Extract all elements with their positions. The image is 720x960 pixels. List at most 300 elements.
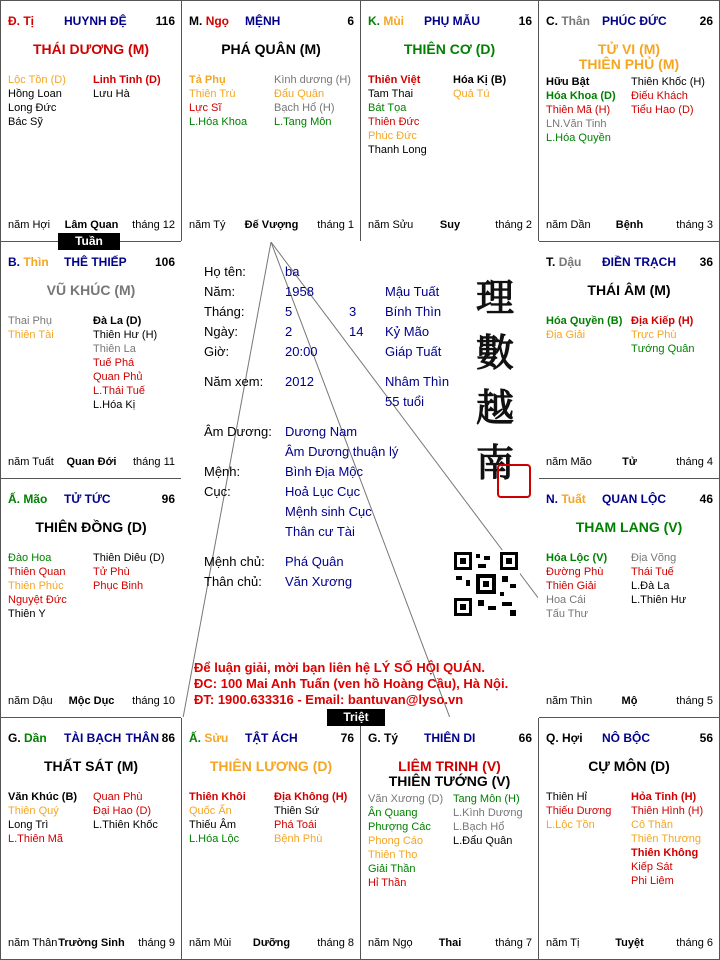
minor-star: Thiên Quan	[8, 566, 66, 578]
view-year-value: 2012	[285, 374, 314, 389]
minor-star: Thiên Việt	[368, 74, 421, 86]
minor-stars-right	[631, 75, 705, 117]
minor-star: Cô Thần	[631, 819, 673, 831]
palace-year: năm Mùi	[189, 937, 232, 949]
minor-stars-left	[8, 314, 54, 342]
palace-header	[368, 731, 532, 747]
palace-header	[8, 492, 175, 508]
month-lunar: 3	[349, 304, 357, 319]
minor-star: Thiên Khôi	[189, 791, 246, 803]
minor-star: Tuế Phá	[93, 357, 135, 369]
palace-branch	[8, 492, 47, 506]
age-value: 55 tuổi	[385, 394, 425, 409]
minor-star: Long Trì	[8, 819, 49, 831]
main-star: PHÁ QUÂN (M)	[221, 41, 321, 57]
minor-star: Thiên La	[93, 343, 136, 355]
calligraphy-char: 數	[475, 330, 514, 375]
palace-chi: Tý	[384, 731, 399, 745]
minor-star: Thiên Quý	[8, 805, 59, 817]
minor-stars-left	[8, 73, 66, 129]
palace-year: năm Mão	[546, 456, 592, 468]
month-value: 5	[285, 304, 293, 319]
palace-can: Đ.	[8, 14, 20, 28]
year-canchi: Mậu Tuất	[385, 284, 440, 299]
minor-star: Giải Thần	[368, 863, 416, 875]
minor-star: Thái Tuế	[631, 566, 674, 578]
minor-star: Thiếu Âm	[189, 819, 237, 831]
palace-age: 26	[699, 14, 713, 28]
minor-star: Thiên Thọ	[368, 849, 418, 861]
palace-age: 16	[518, 14, 532, 28]
main-star: THIÊN LƯƠNG (D)	[209, 758, 333, 774]
minor-star: Thiên Không	[631, 847, 699, 859]
minor-star: L.Thái Tuế	[93, 385, 145, 397]
year-label: Năm:	[204, 284, 236, 299]
palace-header	[189, 731, 354, 747]
minor-star: Nguyệt Đức	[8, 594, 67, 606]
main-star: THIÊN CƠ (D)	[403, 41, 496, 57]
minor-star: Quan Phù	[93, 791, 143, 803]
palace-header	[8, 255, 175, 271]
palace-tat-ach	[181, 717, 361, 960]
minor-stars-right	[631, 790, 703, 888]
main-star: THIÊN TƯỚNG (V)	[388, 773, 511, 789]
palace-month: tháng 4	[676, 456, 713, 468]
palace-month: tháng 3	[676, 219, 713, 231]
minor-stars-right	[93, 314, 157, 412]
qr-code-icon	[452, 550, 520, 618]
palace-header	[546, 255, 713, 271]
red-stamp-icon	[497, 464, 531, 498]
minor-star: Địa Không (H)	[274, 791, 348, 803]
minor-star: Thiên Mã (H)	[546, 104, 611, 116]
minor-star: Thiên Sứ	[274, 805, 320, 817]
palace-stage: Đế Vượng	[244, 219, 299, 231]
palace-year: năm Sửu	[368, 219, 414, 231]
year-value: 1958	[285, 284, 314, 299]
calligraphy-char: 理	[475, 275, 514, 320]
name-label: Họ tên:	[204, 264, 246, 279]
palace-footer	[8, 219, 175, 233]
palace-footer	[368, 937, 532, 951]
hour-value: 20:00	[285, 344, 318, 359]
main-star: THÁI DƯƠNG (M)	[32, 41, 150, 57]
minor-star: Thai Phụ	[8, 315, 53, 327]
than-cu: Thân cư Tài	[285, 524, 355, 539]
contact-line-3: ĐT: 1900.633316 - Email: bantuvan@lyso.vn	[194, 692, 464, 707]
minor-star: Tam Thai	[368, 88, 414, 100]
palace-tai-bach	[0, 717, 182, 960]
palace-huynh-de	[0, 0, 182, 242]
minor-star: Hóa Kị (B)	[453, 74, 507, 86]
palace-can: G.	[368, 731, 381, 745]
minor-star: Đà La (D)	[93, 315, 142, 327]
minor-star: Hóa Quyền (B)	[546, 315, 623, 327]
palace-branch	[368, 731, 398, 745]
palace-name: ĐIỀN TRẠCH	[602, 255, 676, 269]
palace-can: M.	[189, 14, 203, 28]
palace-header	[546, 14, 713, 30]
minor-star: L.Thiên Mã	[8, 833, 64, 845]
minor-star: Quan Phủ	[93, 371, 143, 383]
palace-name: THÊ THIẾP	[64, 255, 127, 269]
palace-age: 116	[155, 14, 175, 28]
palace-month: tháng 11	[132, 456, 175, 468]
minor-star: Thiên Hư (H)	[93, 329, 158, 341]
minor-star: Thiên Y	[8, 608, 46, 620]
palace-year: năm Hợi	[8, 219, 51, 231]
main-star: VŨ KHÚC (M)	[46, 282, 136, 298]
minor-star: Lộc Tồn (D)	[8, 74, 66, 86]
minor-star: Địa Kiếp (H)	[631, 315, 694, 327]
minor-star: Hữu Bật	[546, 76, 590, 88]
main-star: LIÊM TRINH (V)	[398, 758, 501, 774]
minor-stars-left	[546, 75, 616, 145]
palace-branch	[546, 731, 583, 745]
minor-stars-left	[8, 790, 77, 846]
minor-star: Tướng Quân	[631, 343, 695, 355]
minor-star: Hóa Lộc (V)	[546, 552, 608, 564]
minor-star: Điếu Khách	[631, 90, 688, 102]
palace-can: N.	[546, 492, 558, 506]
minor-star: L.Hóa Khoa	[189, 116, 248, 128]
palace-stage: Trường Sinh	[58, 937, 125, 949]
palace-name: PHỤ MẪU	[424, 14, 480, 28]
minor-stars-right	[274, 73, 351, 129]
minor-stars-left	[546, 551, 607, 621]
palace-chi: Thân	[561, 14, 591, 28]
palace-month: tháng 2	[495, 219, 532, 231]
minor-star: Phi Liêm	[631, 875, 674, 887]
palace-stage: Tuyệt	[615, 937, 644, 949]
minor-star: Phá Toái	[274, 819, 317, 831]
minor-star: L.Bạch Hổ	[453, 821, 505, 833]
minor-star: L.Lộc Tồn	[546, 819, 595, 831]
minor-stars-left	[189, 790, 246, 846]
day-label: Ngày:	[204, 324, 238, 339]
palace-can: K.	[368, 14, 380, 28]
palace-name: QUAN LỘC	[602, 492, 666, 506]
palace-year: năm Ngọ	[368, 937, 413, 949]
minor-star: Tang Môn (H)	[453, 793, 520, 805]
palace-age: 66	[518, 731, 532, 745]
palace-footer	[546, 695, 713, 709]
month-label: Tháng:	[204, 304, 245, 319]
palace-chi: Dần	[24, 731, 47, 745]
palace-footer	[189, 219, 354, 233]
palace-footer	[8, 456, 175, 470]
palace-year: năm Tuất	[8, 456, 54, 468]
palace-chi: Tuất	[561, 492, 586, 506]
palace-month: tháng 1	[317, 219, 354, 231]
palace-footer	[368, 219, 532, 233]
palace-year: năm Tị	[546, 937, 580, 949]
palace-age: 6	[347, 14, 354, 28]
palace-age: 96	[161, 492, 175, 506]
minor-star: Trực Phù	[631, 329, 677, 341]
main-star: THAM LANG (V)	[575, 519, 683, 535]
palace-footer	[8, 937, 175, 951]
minor-star: Thanh Long	[368, 144, 427, 156]
minor-star: Phong Cáo	[368, 835, 424, 847]
main-star: CỰ MÔN (D)	[588, 758, 670, 774]
palace-header	[368, 14, 532, 30]
palace-name: NÔ BỘC	[602, 731, 650, 745]
palace-branch	[189, 731, 228, 745]
minor-star: Văn Khúc (B)	[8, 791, 78, 803]
minor-star: Thiên Giải	[546, 580, 597, 592]
palace-footer	[546, 456, 713, 470]
main-star: THÁI ÂM (M)	[587, 282, 671, 298]
minor-star: Đường Phù	[546, 566, 604, 578]
palace-stage: Mộ	[621, 695, 638, 707]
palace-stage: Lâm Quan	[64, 219, 119, 231]
minor-star: Thiên Thương	[631, 833, 702, 845]
hour-canchi: Giáp Tuất	[385, 344, 442, 359]
minor-star: Tả Phụ	[189, 74, 226, 86]
palace-stage: Thai	[438, 937, 462, 949]
minor-star: Địa Võng	[631, 552, 677, 564]
palace-month: tháng 12	[132, 219, 175, 231]
palace-age: 86	[161, 731, 175, 745]
center-panel	[181, 241, 539, 718]
minor-stars-right	[93, 790, 158, 832]
palace-chi: Thìn	[23, 255, 49, 269]
palace-chi: Ngọ	[205, 14, 230, 28]
minor-star: L.Hóa Lộc	[189, 833, 240, 845]
palace-can: G.	[8, 731, 21, 745]
palace-header	[546, 492, 713, 508]
day-canchi: Kỷ Mão	[385, 324, 430, 339]
cuc-label: Cục:	[204, 484, 231, 499]
palace-branch	[546, 14, 590, 28]
palace-dien-trach	[538, 241, 720, 479]
palace-chi: Tị	[23, 14, 35, 28]
palace-footer	[189, 937, 354, 951]
palace-month: tháng 10	[132, 695, 175, 707]
main-star: THIÊN PHỦ (M)	[578, 56, 680, 72]
minor-star: Thiên Hình (H)	[631, 805, 704, 817]
than-chu-label: Thân chủ:	[204, 574, 262, 589]
hour-label: Giờ:	[204, 344, 230, 359]
palace-menh	[181, 0, 361, 242]
minor-star: Văn Xương (D)	[368, 793, 444, 805]
palace-branch	[8, 255, 49, 269]
menh-label: Mệnh:	[204, 464, 241, 479]
minor-star: Đẩu Quân	[274, 88, 325, 100]
main-star: THẤT SÁT (M)	[43, 758, 139, 774]
calligraphy-char: 南	[475, 440, 514, 485]
palace-quan-loc	[538, 478, 720, 718]
month-canchi: Bính Thìn	[385, 304, 442, 319]
palace-year: năm Tý	[189, 219, 226, 231]
palace-can: C.	[546, 14, 558, 28]
minor-stars-right	[93, 551, 165, 593]
palace-month: tháng 6	[676, 937, 713, 949]
minor-stars-right	[274, 790, 347, 846]
contact-line-1: Để luận giải, mời bạn liên hệ LÝ SỐ HỘI QUÁN.	[194, 660, 485, 675]
palace-phuc-duc	[538, 0, 720, 242]
minor-star: Thiên Tài	[8, 329, 54, 341]
palace-name: HUYNH ĐỆ	[64, 14, 127, 28]
minor-star: Thiên Diêu (D)	[93, 552, 165, 564]
minor-star: Ân Quang	[368, 807, 418, 819]
minor-stars-left	[546, 314, 622, 342]
minor-star: Phục Binh	[93, 580, 144, 592]
palace-can: Ấ.	[189, 731, 201, 745]
minor-stars-left	[546, 790, 611, 832]
palace-stage: Tử	[622, 456, 637, 468]
palace-header	[189, 14, 354, 30]
minor-star: L.Hóa Quyền	[546, 132, 611, 144]
palace-name: THIÊN DI	[424, 731, 476, 745]
minor-star: Đào Hoa	[8, 552, 52, 564]
minor-stars-left	[8, 551, 67, 621]
minor-stars-right	[93, 73, 161, 101]
palace-age: 36	[699, 255, 713, 269]
palace-stage: Dưỡng	[252, 937, 291, 949]
minor-stars-left	[368, 792, 443, 890]
day-lunar: 14	[349, 324, 364, 339]
minor-star: L.Tang Môn	[274, 116, 332, 128]
minor-star: Hỉ Thần	[368, 877, 407, 889]
palace-can: Q.	[546, 731, 559, 745]
palace-header	[8, 731, 175, 747]
minor-star: Địa Giải	[546, 329, 586, 341]
day-value: 2	[285, 324, 293, 339]
minor-star: Thiên Đức	[368, 116, 420, 128]
tuan-tag: Tuần	[58, 233, 120, 250]
cuc-value: Hoả Lục Cục	[285, 484, 361, 499]
minor-star: Linh Tinh (D)	[93, 74, 161, 86]
palace-chi: Hợi	[562, 731, 583, 745]
minor-star: Tử Phù	[93, 566, 130, 578]
palace-name: TÀI BẠCH	[64, 731, 122, 745]
palace-name: TẬT ÁCH	[245, 731, 298, 745]
palace-thien-di	[360, 717, 539, 960]
minor-star: Phượng Các	[368, 821, 431, 833]
minor-star: L.Đà La	[631, 580, 670, 592]
palace-footer	[546, 937, 713, 951]
palace-stage: Mộc Dục	[68, 695, 115, 707]
triet-tag: Triệt	[327, 709, 385, 726]
palace-year: năm Dần	[546, 219, 591, 231]
than-marker: THÂN	[125, 731, 159, 745]
palace-stage: Bệnh	[615, 219, 644, 231]
palace-year: năm Thân	[8, 937, 58, 949]
minor-star: Thiếu Dương	[546, 805, 612, 817]
main-star: TỬ VI (M)	[597, 41, 661, 57]
cuc-note: Mệnh sinh Cục	[285, 504, 372, 519]
palace-the-thiep	[0, 241, 182, 479]
minor-stars-left	[189, 73, 247, 129]
minor-star: Bát Tọa	[368, 102, 407, 114]
view-year-canchi: Nhâm Thìn	[385, 374, 450, 389]
minor-star: L.Thiên Hư	[631, 594, 687, 606]
palace-age: 76	[340, 731, 354, 745]
palace-name: TỬ TỨC	[64, 492, 111, 506]
minor-star: Bác Sỹ	[8, 116, 43, 128]
minor-star: Thiên Khốc (H)	[631, 76, 705, 88]
minor-star: Lực Sĩ	[189, 102, 222, 114]
palace-can: Ấ.	[8, 492, 20, 506]
minor-star: Quả Tú	[453, 88, 490, 100]
palace-branch	[546, 492, 586, 506]
menh-chu-value: Phá Quân	[285, 554, 344, 569]
palace-stage: Quan Đới	[66, 456, 117, 468]
minor-star: Phúc Đức	[368, 130, 417, 142]
name-value: ba	[285, 264, 300, 279]
palace-name: MỆNH	[245, 14, 281, 28]
palace-footer	[8, 695, 175, 709]
calligraphy-seal	[470, 270, 520, 490]
palace-month: tháng 9	[138, 937, 175, 949]
minor-stars-right	[453, 73, 506, 101]
palace-branch	[8, 14, 34, 28]
palace-can: B.	[8, 255, 20, 269]
palace-branch	[546, 255, 581, 269]
palace-age: 106	[154, 255, 175, 269]
palace-branch	[8, 731, 47, 745]
minor-star: Bệnh Phù	[274, 833, 323, 845]
palace-header	[546, 731, 713, 747]
palace-year: năm Thìn	[546, 695, 593, 707]
minor-stars-left	[368, 73, 427, 157]
palace-month: tháng 8	[317, 937, 354, 949]
palace-chi: Mão	[23, 492, 48, 506]
calligraphy-char: 越	[475, 385, 514, 430]
minor-star: Thiên Trù	[189, 88, 236, 100]
minor-star: Long Đức	[8, 102, 57, 114]
minor-star: Kình dương (H)	[274, 74, 351, 86]
palace-header	[8, 14, 175, 30]
minor-star: Tiểu Hao (D)	[631, 104, 694, 116]
palace-stage: Suy	[439, 219, 461, 231]
minor-stars-right	[631, 314, 695, 356]
palace-tu-tuc	[0, 478, 182, 718]
am-duong-value: Dương Nam	[285, 424, 358, 439]
minor-star: Hóa Khoa (D)	[546, 90, 616, 102]
minor-star: L.Đẩu Quân	[453, 835, 513, 847]
minor-star: Thiên Phúc	[8, 580, 64, 592]
palace-name: PHÚC ĐỨC	[602, 14, 667, 28]
than-chu-value: Văn Xương	[285, 574, 353, 589]
menh-chu-label: Mệnh chủ:	[204, 554, 265, 569]
minor-star: Bạch Hổ (H)	[274, 102, 335, 114]
palace-age: 46	[699, 492, 713, 506]
palace-chi: Dậu	[558, 255, 582, 269]
palace-branch	[189, 14, 229, 28]
minor-star: Đại Hao (D)	[93, 805, 152, 817]
palace-branch	[368, 14, 404, 28]
palace-month: tháng 7	[495, 937, 532, 949]
minor-star: Lưu Hà	[93, 88, 130, 100]
minor-star: Hoa Cái	[546, 594, 586, 606]
minor-star: LN.Văn Tinh	[546, 118, 607, 130]
minor-star: Tấu Thư	[546, 608, 589, 620]
contact-line-2: ĐC: 100 Mai Anh Tuấn (ven hồ Hoàng Cầu), Hà Nội.	[194, 676, 509, 691]
palace-chi: Mùi	[383, 14, 405, 28]
palace-no-boc	[538, 717, 720, 960]
palace-year: năm Dậu	[8, 695, 53, 707]
menh-value: Bình Địa Mộc	[285, 464, 364, 479]
am-duong-note: Âm Dương thuận lý	[285, 444, 399, 459]
minor-star: L.Hóa Kị	[93, 399, 136, 411]
minor-star: Hỏa Tinh (H)	[631, 791, 697, 803]
minor-star: Kiếp Sát	[631, 861, 673, 873]
palace-footer	[546, 219, 713, 233]
view-year-label: Năm xem:	[204, 374, 264, 389]
